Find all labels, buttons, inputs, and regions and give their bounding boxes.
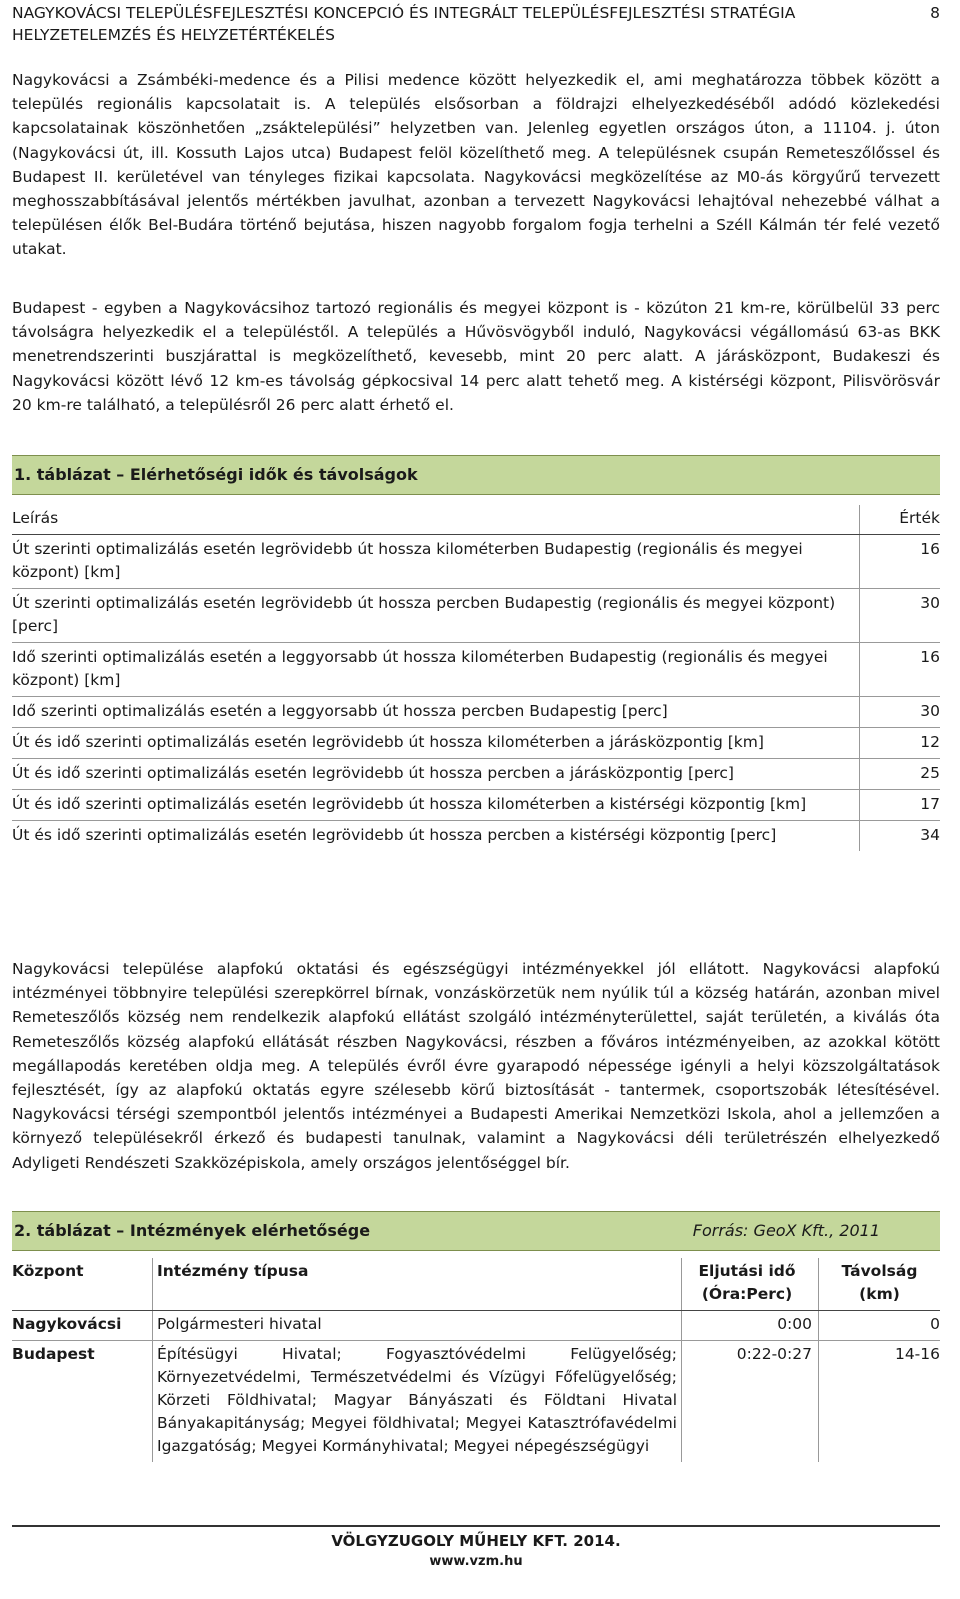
- table2-col-center: Központ: [12, 1258, 153, 1311]
- table2-cell-time: 0:22-0:27: [682, 1341, 819, 1463]
- paragraph-budapest-access: Budapest - egyben a Nagykovácsihoz tartozó regionális és megyei központ is - közúton 21 km-re, körülbelül 33 perc távolságra helyezkedik el a településtől. A település a Hűvösvögyből induló, Nagykovácsi végállomású 63-as BKK menetrendszerinti buszjárattal is megközelíthető, kevesebb, mint 20 perc alatt. A járásközpont, Budakeszi és Nagykovácsi között lévő 12 km-es távolság gépkocsival 14 perc alatt tehető meg. A kistérségi központ, Pilisvörösvár 20 km-re található, a településről 26 perc alatt érhető el.: [12, 299, 940, 414]
- footer-divider: [12, 1525, 940, 1527]
- paragraph-institutions: Nagykovácsi települése alapfokú oktatási és egészségügyi intézményekkel jól ellátott. Nagykovácsi alapfokú intézményei többnyire települési szerepkörrel bírnak, vonzáskörzetük nem nyúlik túl a község határán, azonban mivel Remeteszőlős község nem rendelkezik alapfokú ellátást szolgáló intézményterülettel, saját területén, a kiválás óta Remeteszőlős község alapfokú ellátását részben Nagykovácsi, részben a főváros intézményeiben, az azokkal kötött megállapodás keretében oldja meg. A település évről évre gyarapodó népessége igényli a helyi közszolgáltatások fejlesztését, így az alapfokú oktatás egyre szélesebb körű biztosítását - tantermek, csoportszobák létesítésével. Nagykovácsi térségi szempontból jelentős intézményei a Budapesti Amerikai Nemzetközi Iskola, ahol a jellemzően a környező településekről érkező és budapesti tanulnak, valamint a Nagykovácsi déli területrészén elhelyezkedő Adyligeti Rendészeti Szakközépiskola, amely országos jelentőséggel bír.: [12, 960, 940, 1172]
- table1-cell-description: Út és idő szerinti optimalizálás esetén legrövidebb út hossza percben a kistérségi központig [perc]: [12, 821, 860, 852]
- table1-row: [12, 821, 940, 852]
- table1-cell-value: 25: [860, 759, 941, 790]
- table2-institutions: [12, 1258, 940, 1462]
- table1-cell-description: Út és idő szerinti optimalizálás esetén legrövidebb út hossza kilométerben a járásközpontig [km]: [12, 728, 860, 759]
- table2-col-distance-line1: Távolság: [841, 1262, 918, 1280]
- table1-row: [12, 535, 940, 589]
- table1-cell-value: 16: [860, 535, 941, 589]
- table2-source-label: Forrás:: [692, 1221, 749, 1240]
- table1-cell-value: 17: [860, 790, 941, 821]
- table1-caption: [12, 455, 940, 495]
- table1-row: [12, 643, 940, 697]
- table2-cell-center: Budapest: [12, 1341, 153, 1463]
- table2-cell-type: Építésügyi Hivatal; Fogyasztóvédelmi Felügyelőség; Környezetvédelmi, Természetvédelmi és Vízügyi Főfelügyelőség; Körzeti Földhivatal; Magyar Bányászati és Földtani Hivatal Bányakapitányság; Megyei földhivatal; Megyei Katasztrófavédelmi Igazgatóság; Megyei Kormányhivatal; Megyei népegészségügyi: [153, 1341, 682, 1463]
- table1-cell-description: Idő szerinti optimalizálás esetén a leggyorsabb út hossza percben Budapestig [perc]: [12, 697, 860, 728]
- table2-source-value: GeoX Kft.: [753, 1221, 830, 1240]
- table2-cell-time: 0:00: [682, 1311, 819, 1341]
- table1-access-times: [12, 505, 940, 851]
- table2-cell-distance: 14-16: [819, 1341, 941, 1463]
- header-subtitle: HELYZETELEMZÉS ÉS HELYZETÉRTÉKELÉS: [12, 26, 336, 44]
- table1-cell-description: Út és idő szerinti optimalizálás esetén legrövidebb út hossza percben a járásközpontig [perc]: [12, 759, 860, 790]
- table2-col-distance: [819, 1258, 941, 1311]
- page-number: 8: [930, 4, 940, 22]
- table2-row: [12, 1341, 940, 1463]
- table1-row: [12, 697, 940, 728]
- footer-url: www.vzm.hu: [429, 1554, 523, 1569]
- table1-title: 1. táblázat – Elérhetőségi idők és távolságok: [14, 465, 418, 484]
- table1-row: [12, 728, 940, 759]
- table1-cell-description: Idő szerinti optimalizálás esetén a leggyorsabb út hossza kilométerben Budapestig (regionális és megyei központ) [km]: [12, 643, 860, 697]
- table2-source: [693, 1212, 880, 1250]
- table2-caption: [12, 1211, 940, 1251]
- table1-row: [12, 790, 940, 821]
- table2-cell-type: Polgármesteri hivatal: [153, 1311, 682, 1341]
- table2-source-year: , 2011: [829, 1221, 880, 1240]
- table2-cell-distance: 0: [819, 1311, 941, 1341]
- table1-cell-value: 34: [860, 821, 941, 852]
- table1-row: [12, 759, 940, 790]
- table1-col-description: Leírás: [12, 505, 860, 535]
- table2-row: [12, 1311, 940, 1341]
- table2-col-time-line1: Eljutási idő: [698, 1262, 796, 1280]
- table1-col-value: Érték: [860, 505, 941, 535]
- page-header: [12, 2, 940, 46]
- table2-col-time: [682, 1258, 819, 1311]
- table1-cell-value: 30: [860, 697, 941, 728]
- table1-cell-description: Út szerinti optimalizálás esetén legrövidebb út hossza percben Budapestig (regionális és megyei központ) [perc]: [12, 589, 860, 643]
- table1-row: [12, 589, 940, 643]
- table2-col-time-line2: (Óra:Perc): [701, 1285, 793, 1303]
- footer-company: VÖLGYZUGOLY MŰHELY KFT. 2014.: [331, 1532, 621, 1550]
- table2-col-type: Intézmény típusa: [153, 1258, 682, 1311]
- table1-cell-value: 16: [860, 643, 941, 697]
- table2-cell-center: Nagykovácsi: [12, 1311, 153, 1341]
- table1-cell-value: 12: [860, 728, 941, 759]
- table2-col-distance-line2: (km): [859, 1285, 900, 1303]
- table1-cell-description: Út szerinti optimalizálás esetén legrövidebb út hossza kilométerben Budapestig (regionális és megyei központ) [km]: [12, 535, 860, 589]
- table2-title: 2. táblázat – Intézmények elérhetősége: [14, 1221, 371, 1240]
- header-title: NAGYKOVÁCSI TELEPÜLÉSFEJLESZTÉSI KONCEPCIÓ ÉS INTEGRÁLT TELEPÜLÉSFEJLESZTÉSI STRATÉGIA: [12, 4, 796, 22]
- table2-header-row: [12, 1258, 940, 1311]
- table1-cell-description: Út és idő szerinti optimalizálás esetén legrövidebb út hossza kilométerben a kistérségi központig [km]: [12, 790, 860, 821]
- table1-header-row: [12, 505, 940, 535]
- paragraph-location: Nagykovácsi a Zsámbéki-medence és a Pilisi medence között helyezkedik el, ami meghatározza többek között a település regionális kapcsolatait is. A település elsősorban a földrajzi elhelyezkedéséből adódó közlekedési kapcsolatainak köszönhetően „zsáktelepülési” helyzetben van. Jelenleg egyetlen országos úton, a 11104. j. úton (Nagykovácsi út, ill. Kossuth Lajos utca) Budapest felöl közelíthető meg. A településnek csupán Remeteszőlőssel és Budapest II. kerületével van tényleges fizikai kapcsolata. Nagykovácsi megközelítése az M0-ás körgyűrű tervezett meghosszabbításával jelentős mértékben javulhat, azonban a tervezett Nagykovácsi lehajtóval nehezebbé válhat a településen élők Bel-Budára történő bejutása, hiszen nagyobb forgalom fogja terhelni a Széll Kálmán tér felé vezető utakat.: [12, 71, 940, 259]
- table1-cell-value: 30: [860, 589, 941, 643]
